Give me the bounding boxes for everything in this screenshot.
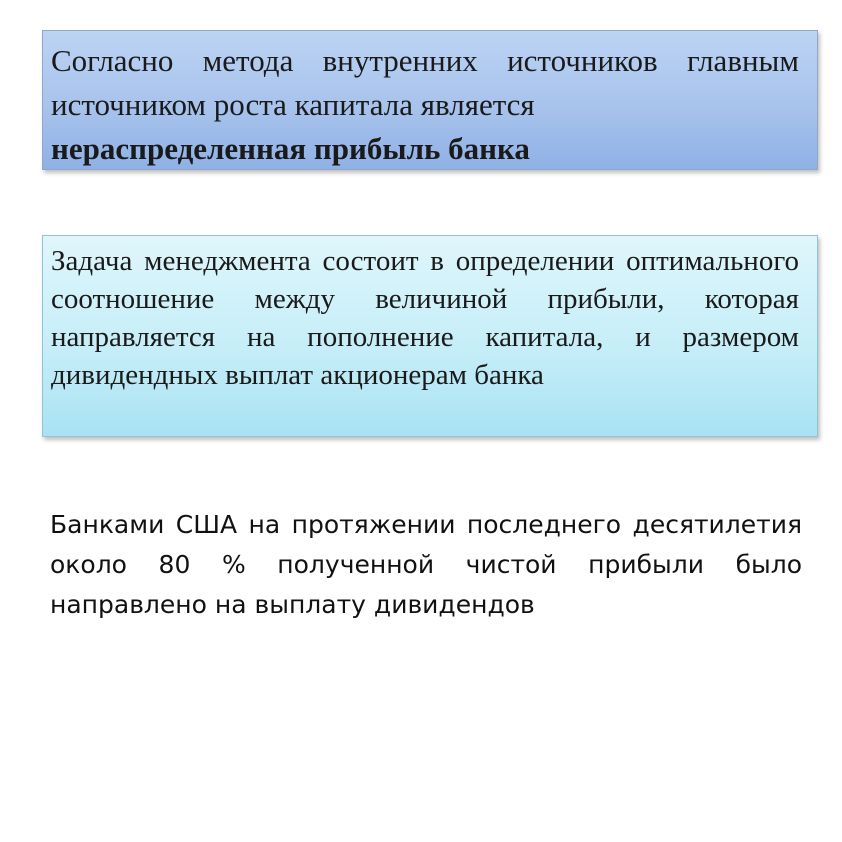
us-banks-dividends-text: Банками США на протяжении последнего десятилетия около 80 % полученной чистой прибыли было направлено на выплату дивидендов [50,510,802,619]
retained-earnings-emphasis: нераспределенная прибыль банка [51,131,530,166]
management-task-box [42,235,818,437]
management-task-text: Задача менеджмента состоит в определении оптимального соотношение между величиной прибыли, которая направляется на пополнение капитала, и размером дивидендных выплат акционерам банка [51,245,799,391]
retained-earnings-box [42,30,818,170]
retained-earnings-statement: Согласно метода внутренних источников главным источником роста капитала является [51,43,799,122]
retained-earnings-text [51,39,799,171]
